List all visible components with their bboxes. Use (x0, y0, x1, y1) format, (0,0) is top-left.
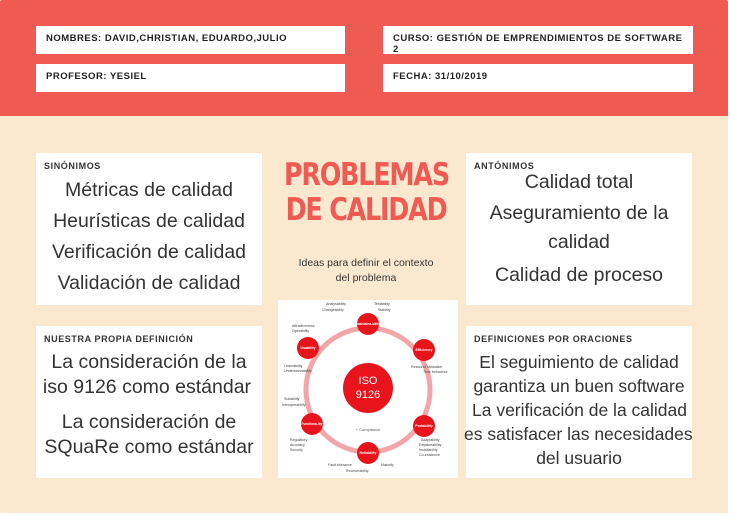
sub-label: Testability (374, 302, 390, 306)
course-box (383, 26, 693, 54)
subtitle-line: del problema (335, 272, 397, 284)
definition-line: La consideración de (61, 411, 237, 433)
node-functionality (301, 413, 323, 435)
sub-label: Learnability (284, 364, 303, 368)
node-label: Reliability (359, 451, 377, 455)
sub-label: Installability (419, 448, 438, 452)
names-text: NOMBRES: DAVID,CHRISTIAN, EDUARDO,JULIO (46, 33, 287, 44)
sentence-line: del usuario (536, 448, 622, 468)
date-text: FECHA: 31/10/2019 (393, 71, 488, 82)
sentence-line: La verificación de la calidad (472, 400, 687, 420)
poster-title (284, 158, 448, 228)
sub-label: Stability (378, 308, 391, 312)
definition-line: SQuaRe como estándar (44, 436, 254, 458)
definition-card (36, 326, 262, 478)
synonym-item: Validación de calidad (57, 272, 241, 294)
node-label: Maintaina-bility (355, 322, 381, 326)
synonym-item: Heurísticas de calidad (53, 210, 245, 232)
sub-label: Resource utilisation (411, 365, 443, 369)
course-text: CURSO: GESTIÓN DE EMPRENDIMIENTOS DE SOFTWARE 2 (393, 33, 683, 55)
poster-subtitle (276, 256, 456, 286)
iso-center-text: ISO (358, 375, 378, 387)
node-label: Functiona-lity (301, 422, 323, 426)
sub-label: Suitability (284, 397, 300, 401)
sub-label: Regulatory (290, 438, 308, 442)
date-box (383, 64, 693, 92)
sub-label: Adaptability (421, 438, 440, 442)
definition-title: NUESTRA PROPIA DEFINICIÓN (44, 334, 194, 344)
sub-label: Co-existence (419, 453, 440, 457)
sub-label: Changeability (322, 308, 344, 312)
professor-box (36, 64, 345, 92)
sub-label: Fault tolerance (328, 463, 352, 467)
node-portability (413, 415, 435, 437)
antonym-item: Calidad de proceso (494, 264, 664, 286)
sentences-title: DEFINICIONES POR ORACIONES (474, 334, 633, 344)
antonym-item: Calidad total (524, 171, 634, 193)
sub-label: Replaceability (419, 443, 442, 447)
title-line: DE CALIDAD (285, 192, 447, 228)
synonyms-title: SINÓNIMOS (44, 161, 101, 171)
node-label: Usability (300, 346, 316, 350)
node-label: Portability (415, 424, 433, 428)
sentence-line: El seguimiento de calidad (479, 352, 679, 372)
sub-label: Attractiveness (292, 324, 315, 328)
node-label: Efficiency (415, 348, 433, 352)
subtitle-line: Ideas para definir el contexto (298, 257, 434, 269)
synonym-item: Verificación de calidad (51, 241, 247, 263)
sentence-line: es satisfacer las necesidades (464, 424, 693, 444)
iso-9126-diagram (278, 300, 458, 478)
synonym-item: Métricas de calidad (65, 179, 233, 201)
synonyms-card (36, 153, 262, 305)
sub-label: Security (290, 448, 303, 452)
sub-label: Maturity (381, 463, 394, 467)
iso-center-circle (343, 363, 393, 413)
antonym-item: Aseguramiento de la (489, 202, 669, 224)
sub-label: Interoperability (282, 403, 306, 407)
professor-text: PROFESOR: YESIEL (46, 71, 147, 82)
definition-line: La consideración de la (51, 351, 247, 373)
sentences-card (466, 326, 692, 478)
node-maintainability (356, 313, 381, 335)
node-efficiency (413, 339, 435, 361)
sub-label: Operability (292, 329, 310, 333)
node-reliability (357, 442, 379, 464)
sub-label: Analysability (326, 302, 346, 306)
sentence-line: garantiza un buen software (473, 376, 685, 396)
sub-label: Time behaviour (423, 370, 448, 374)
sub-label: Recoverability (346, 469, 369, 473)
iso-center-number: 9126 (355, 389, 381, 401)
title-line: PROBLEMAS (284, 157, 449, 193)
iso-diagram-svg (278, 300, 458, 478)
names-box (36, 26, 345, 54)
antonyms-card (466, 153, 692, 305)
node-usability (297, 337, 319, 359)
compliance-label: + Compliance (355, 427, 381, 432)
header-band (0, 0, 728, 116)
sub-label: Understandability (284, 369, 312, 373)
antonyms-title: ANTÓNIMOS (474, 161, 535, 171)
antonym-item: calidad (548, 231, 610, 253)
sub-label: Accuracy (290, 443, 305, 447)
definition-line: iso 9126 como estándar (42, 376, 252, 398)
